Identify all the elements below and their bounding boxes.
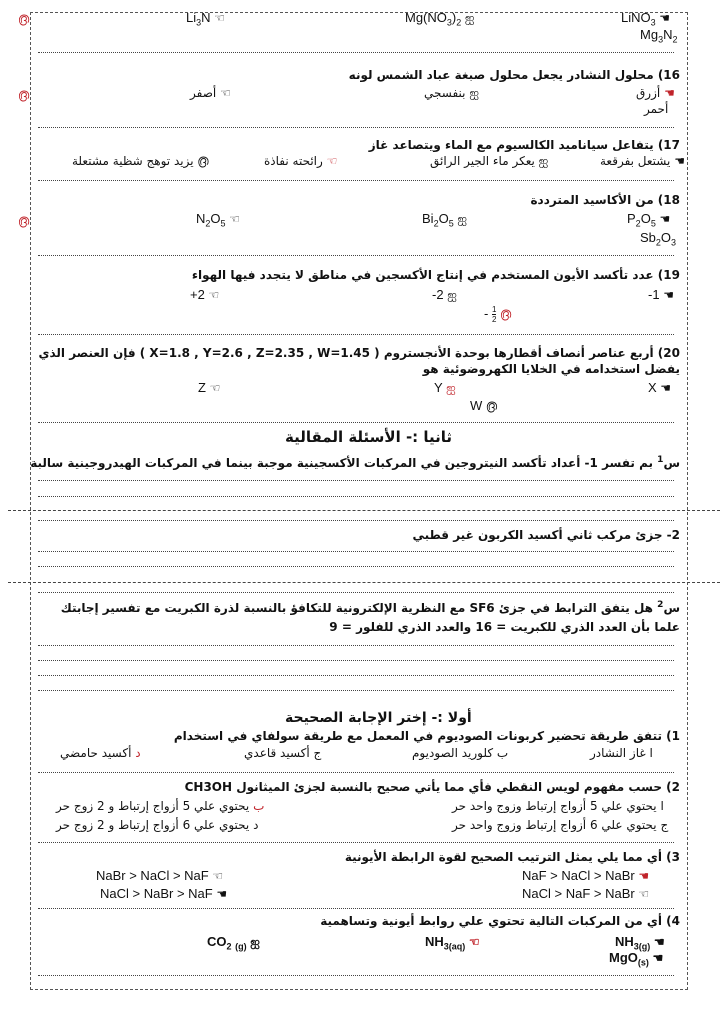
q17-option-b[interactable] [430, 154, 548, 170]
answer-line [38, 592, 674, 593]
q15-option-c[interactable] [186, 10, 225, 28]
q18-option-a[interactable] [627, 211, 670, 229]
scroll-icon: ஐ [457, 212, 467, 226]
hand-pointer-icon: ☜ [468, 935, 480, 949]
ornament-icon: ൫ [485, 399, 498, 413]
hand-pointer-icon: ☜ [214, 11, 225, 25]
answer-line [38, 496, 674, 497]
answer-line [38, 551, 674, 552]
q18-option-b[interactable] [422, 211, 467, 229]
q19-b-text: -2 [432, 287, 444, 302]
margin-ornament-icon: ൫ [18, 88, 30, 102]
mcq1-option-d[interactable] [60, 746, 141, 760]
hand-pointer-icon: ☚ [659, 212, 671, 226]
mcq2-option-a[interactable]: ا يحتوي علي 5 أزواج إرتباط وزوج واحد حر [452, 799, 664, 813]
hand-pointer-icon: ☜ [208, 288, 220, 302]
answer-line [38, 255, 674, 256]
mcq1-option-a[interactable]: ا غاز النشادر [590, 746, 653, 760]
scroll-icon: ஐ [447, 288, 457, 302]
q20-option-a[interactable] [648, 380, 671, 395]
q17-b-text: يعكر ماء الجير الرائق [430, 154, 535, 168]
q19-option-c[interactable] [190, 287, 219, 302]
mcq3-option-b[interactable] [96, 868, 223, 883]
mcq3-a-text: NaF > NaCl > NaBr [522, 868, 635, 883]
q16-c-text: أصفر [190, 86, 217, 100]
q18-d-text: $Sb_2O_3$ [640, 230, 677, 248]
hand-pointer-icon: ☜ [209, 381, 221, 395]
hand-pointer-icon: ☜ [220, 86, 231, 100]
q20-option-d[interactable] [470, 398, 497, 414]
q17-option-a[interactable] [600, 154, 685, 168]
hand-pointer-icon: ☜ [212, 869, 224, 883]
hand-pointer-icon: ☜ [638, 887, 650, 901]
hand-pointer-icon: ☚ [638, 869, 650, 883]
q20-b-text: Y [434, 380, 443, 395]
mcq4-option-d[interactable] [609, 950, 663, 968]
answer-line [38, 334, 674, 335]
q16-option-a[interactable] [636, 86, 675, 100]
scroll-icon: ஐ [538, 154, 549, 168]
q16-b-text: بنفسجي [424, 86, 466, 100]
essay-q2-line2: علما بأن العدد الذري للكبريت = 16 والعدد الذري للفلور = 9 [329, 620, 680, 634]
answer-line [38, 52, 674, 53]
mcq3-option-a[interactable] [522, 868, 649, 883]
ornament-icon: ൫ [197, 154, 209, 168]
q19-option-d[interactable] [484, 305, 511, 324]
q17-text: 17) يتفاعل سياناميد الكالسيوم مع الماء ويتصاعد غاز [368, 138, 680, 152]
mcq4-b-text: $NH_{3(aq)}$ [425, 934, 466, 952]
ornament-icon: ൫ [500, 306, 512, 321]
q20-a-text: X [648, 380, 657, 395]
answer-line [38, 690, 674, 691]
hand-pointer-icon: ☚ [216, 887, 228, 901]
answer-line [38, 520, 674, 521]
fraction: $\frac{1}{2}$ [491, 305, 497, 324]
hand-pointer-icon: ☚ [653, 935, 665, 949]
essay-q2-line1: س$^2$ هل يتفق الترابط في جزئ SF6 مع النظرية الإلكترونية للتكافؤ بالنسبة لذرة الكبريت مع تفسير إجابتك [60, 600, 680, 615]
answer-line [38, 566, 674, 567]
answer-line [38, 772, 674, 773]
q19-option-a[interactable] [648, 287, 674, 302]
q17-option-c[interactable] [264, 154, 337, 168]
q20-option-c[interactable] [198, 380, 220, 395]
mcq3-c-text: NaCl > NaF > NaBr [522, 886, 635, 901]
q17-option-d[interactable] [72, 154, 209, 169]
q18-b-text: $Bi_2O_5$ [422, 211, 454, 229]
q15-option-a2[interactable] [640, 27, 677, 45]
answer-line [38, 675, 674, 676]
mcq4-option-b[interactable] [425, 934, 480, 952]
mcq1-option-b[interactable]: ب كلوريد الصوديوم [412, 746, 509, 760]
mcq1-d-letter: د [135, 746, 141, 760]
q18-option-c[interactable] [196, 211, 240, 229]
section-divider [8, 510, 720, 511]
answer-line [38, 180, 674, 181]
q15-c-text: $Li_3N$ [186, 10, 211, 28]
margin-ornament-icon: ൫ [18, 12, 30, 26]
answer-line [38, 645, 674, 646]
scroll-icon: ஐ [250, 935, 260, 949]
answer-line [38, 127, 674, 128]
q20-option-b[interactable] [434, 380, 456, 397]
hand-pointer-icon: ☚ [652, 951, 664, 965]
answer-line [38, 908, 674, 909]
mcq2-option-b[interactable] [56, 799, 264, 813]
q17-c-text: رائحته نفاذة [264, 154, 323, 168]
q20-line2: يفضل استخدامه في الخلايا الكهروضوئية هو [422, 362, 680, 376]
q15-option-b[interactable] [405, 10, 475, 28]
mcq4-text: 4) أي من المركبات التالية تحتوي علي روابط أيونية وتساهمية [320, 914, 680, 928]
q19-c-text: +2 [190, 287, 205, 302]
q16-a-text: أزرق [636, 86, 661, 100]
hand-pointer-icon: ☚ [659, 11, 671, 25]
hand-pointer-icon: ☚ [664, 86, 675, 100]
mcq2-option-d[interactable]: د يحتوي علي 6 أزواج إرتباط و 2 زوج حر [56, 818, 259, 832]
q15-option-a[interactable] [621, 10, 670, 28]
mcq4-d-text: MgO$_{(s)}$ [609, 950, 649, 968]
q19-option-b[interactable] [432, 287, 457, 304]
q18-text: 18) من الأكاسيد المترددة [530, 193, 680, 207]
mcq3-option-d[interactable] [100, 886, 227, 901]
q20-d-text: W [470, 398, 483, 413]
q18-c-text: $N_2O_5$ [196, 211, 226, 229]
q16-option-b[interactable] [424, 86, 479, 102]
scroll-icon: ஐ [446, 381, 456, 395]
mcq2-b-text: يحتوي علي 5 أزواج إرتباط و 2 زوج حر [56, 799, 250, 813]
answer-line [38, 480, 674, 481]
scroll-icon: ஐ [469, 86, 479, 100]
mcq2-b-letter: ب [253, 799, 265, 813]
q19-a-text: -1 [648, 287, 660, 302]
scroll-icon: ஐ [464, 11, 475, 25]
q16-option-c[interactable] [190, 86, 231, 100]
mcq4-option-a[interactable] [615, 934, 665, 952]
q19-text: 19) عدد تأكسد الأيون المستخدم في إنتاج الأكسجين في مناطق لا يتجدد فيها الهواء [191, 268, 680, 282]
q18-option-d[interactable] [640, 230, 676, 248]
section2-heading: ثانيا :- الأسئلة المقالية [285, 428, 453, 446]
hand-pointer-icon: ☚ [660, 381, 672, 395]
answer-line [38, 975, 674, 976]
section-divider [8, 582, 720, 583]
mcq2-text: 2) حسب مفهوم لويس النقطي فأي مما يأتي صحيح بالنسبة لجزئ الميثانول CH3OH [184, 780, 680, 794]
mcq3-d-text: NaCl > NaBr > NaF [100, 886, 213, 901]
mcq4-c-text: $CO_2$ $_{(g)}$ [207, 934, 247, 952]
mcq4-a-text: $NH_{3(g)}$ [615, 934, 651, 952]
essay-q1b-text: 2- جزئ مركب ثاني أكسيد الكربون غير قطبي [412, 528, 680, 542]
mcq2-option-c[interactable]: ج يحتوي علي 6 أزواج إرتباط وزوج واحد حر [452, 818, 669, 832]
mcq3-text: 3) أي مما يلي يمثل الترتيب الصحيح لقوة الرابطة الأيونية [344, 850, 680, 864]
mcq3-b-text: NaBr > NaCl > NaF [96, 868, 209, 883]
hand-pointer-icon: ☜ [326, 154, 338, 168]
q17-a-text: يشتعل بفرقعة [600, 154, 671, 168]
q19-d-prefix: - [484, 305, 489, 321]
q16-option-d[interactable]: أحمر [644, 102, 669, 116]
q15-a-text: LiNO$_3$ [621, 10, 656, 28]
answer-line [38, 842, 674, 843]
q20-line1: 20) أربع عناصر أنصاف أقطارها بوحدة الأنجستروم ( X=1.8 , Y=2.6 , Z=2.35 , W=1.45 ) فإن العنصر الذي [38, 346, 680, 360]
q18-a-text: $P_2O_5$ [627, 211, 656, 229]
q17-d-text: يزيد توهج شظية مشتعلة [72, 154, 194, 168]
hand-pointer-icon: ☚ [663, 288, 674, 302]
margin-ornament-icon: ൫ [18, 214, 30, 228]
answer-line [38, 660, 674, 661]
section1-heading: أولا :- إختر الإجابة الصحيحة [285, 710, 472, 726]
q20-c-text: Z [198, 380, 206, 395]
mcq1-option-c[interactable]: ج أكسيد قاعدي [244, 746, 322, 760]
mcq4-option-c[interactable] [207, 934, 260, 952]
hand-pointer-icon: ☜ [229, 212, 240, 226]
mcq1-text: 1) تتفق طريقة تحضير كربونات الصوديوم في المعمل مع طريقة سولفاي في استخدام [173, 729, 680, 743]
q15-a2-text: $Mg_3N_2$ [640, 27, 678, 45]
mcq3-option-c[interactable] [522, 886, 649, 901]
mcq1-d-text: أكسيد حامضي [60, 746, 132, 760]
answer-line [38, 422, 674, 423]
q15-b-text: $Mg(NO_3)_2$ [405, 10, 462, 28]
hand-pointer-icon: ☚ [674, 154, 685, 168]
q16-text: 16) محلول النشادر يجعل محلول صبغة عباد الشمس لونه [348, 68, 680, 82]
essay-q1-text: س$^1$ بم تفسر 1- أعداد تأكسد النيتروجين في المركبات الأكسجينية موجبة بينما في المركبات الهيدروجينية سالبة [30, 455, 680, 470]
